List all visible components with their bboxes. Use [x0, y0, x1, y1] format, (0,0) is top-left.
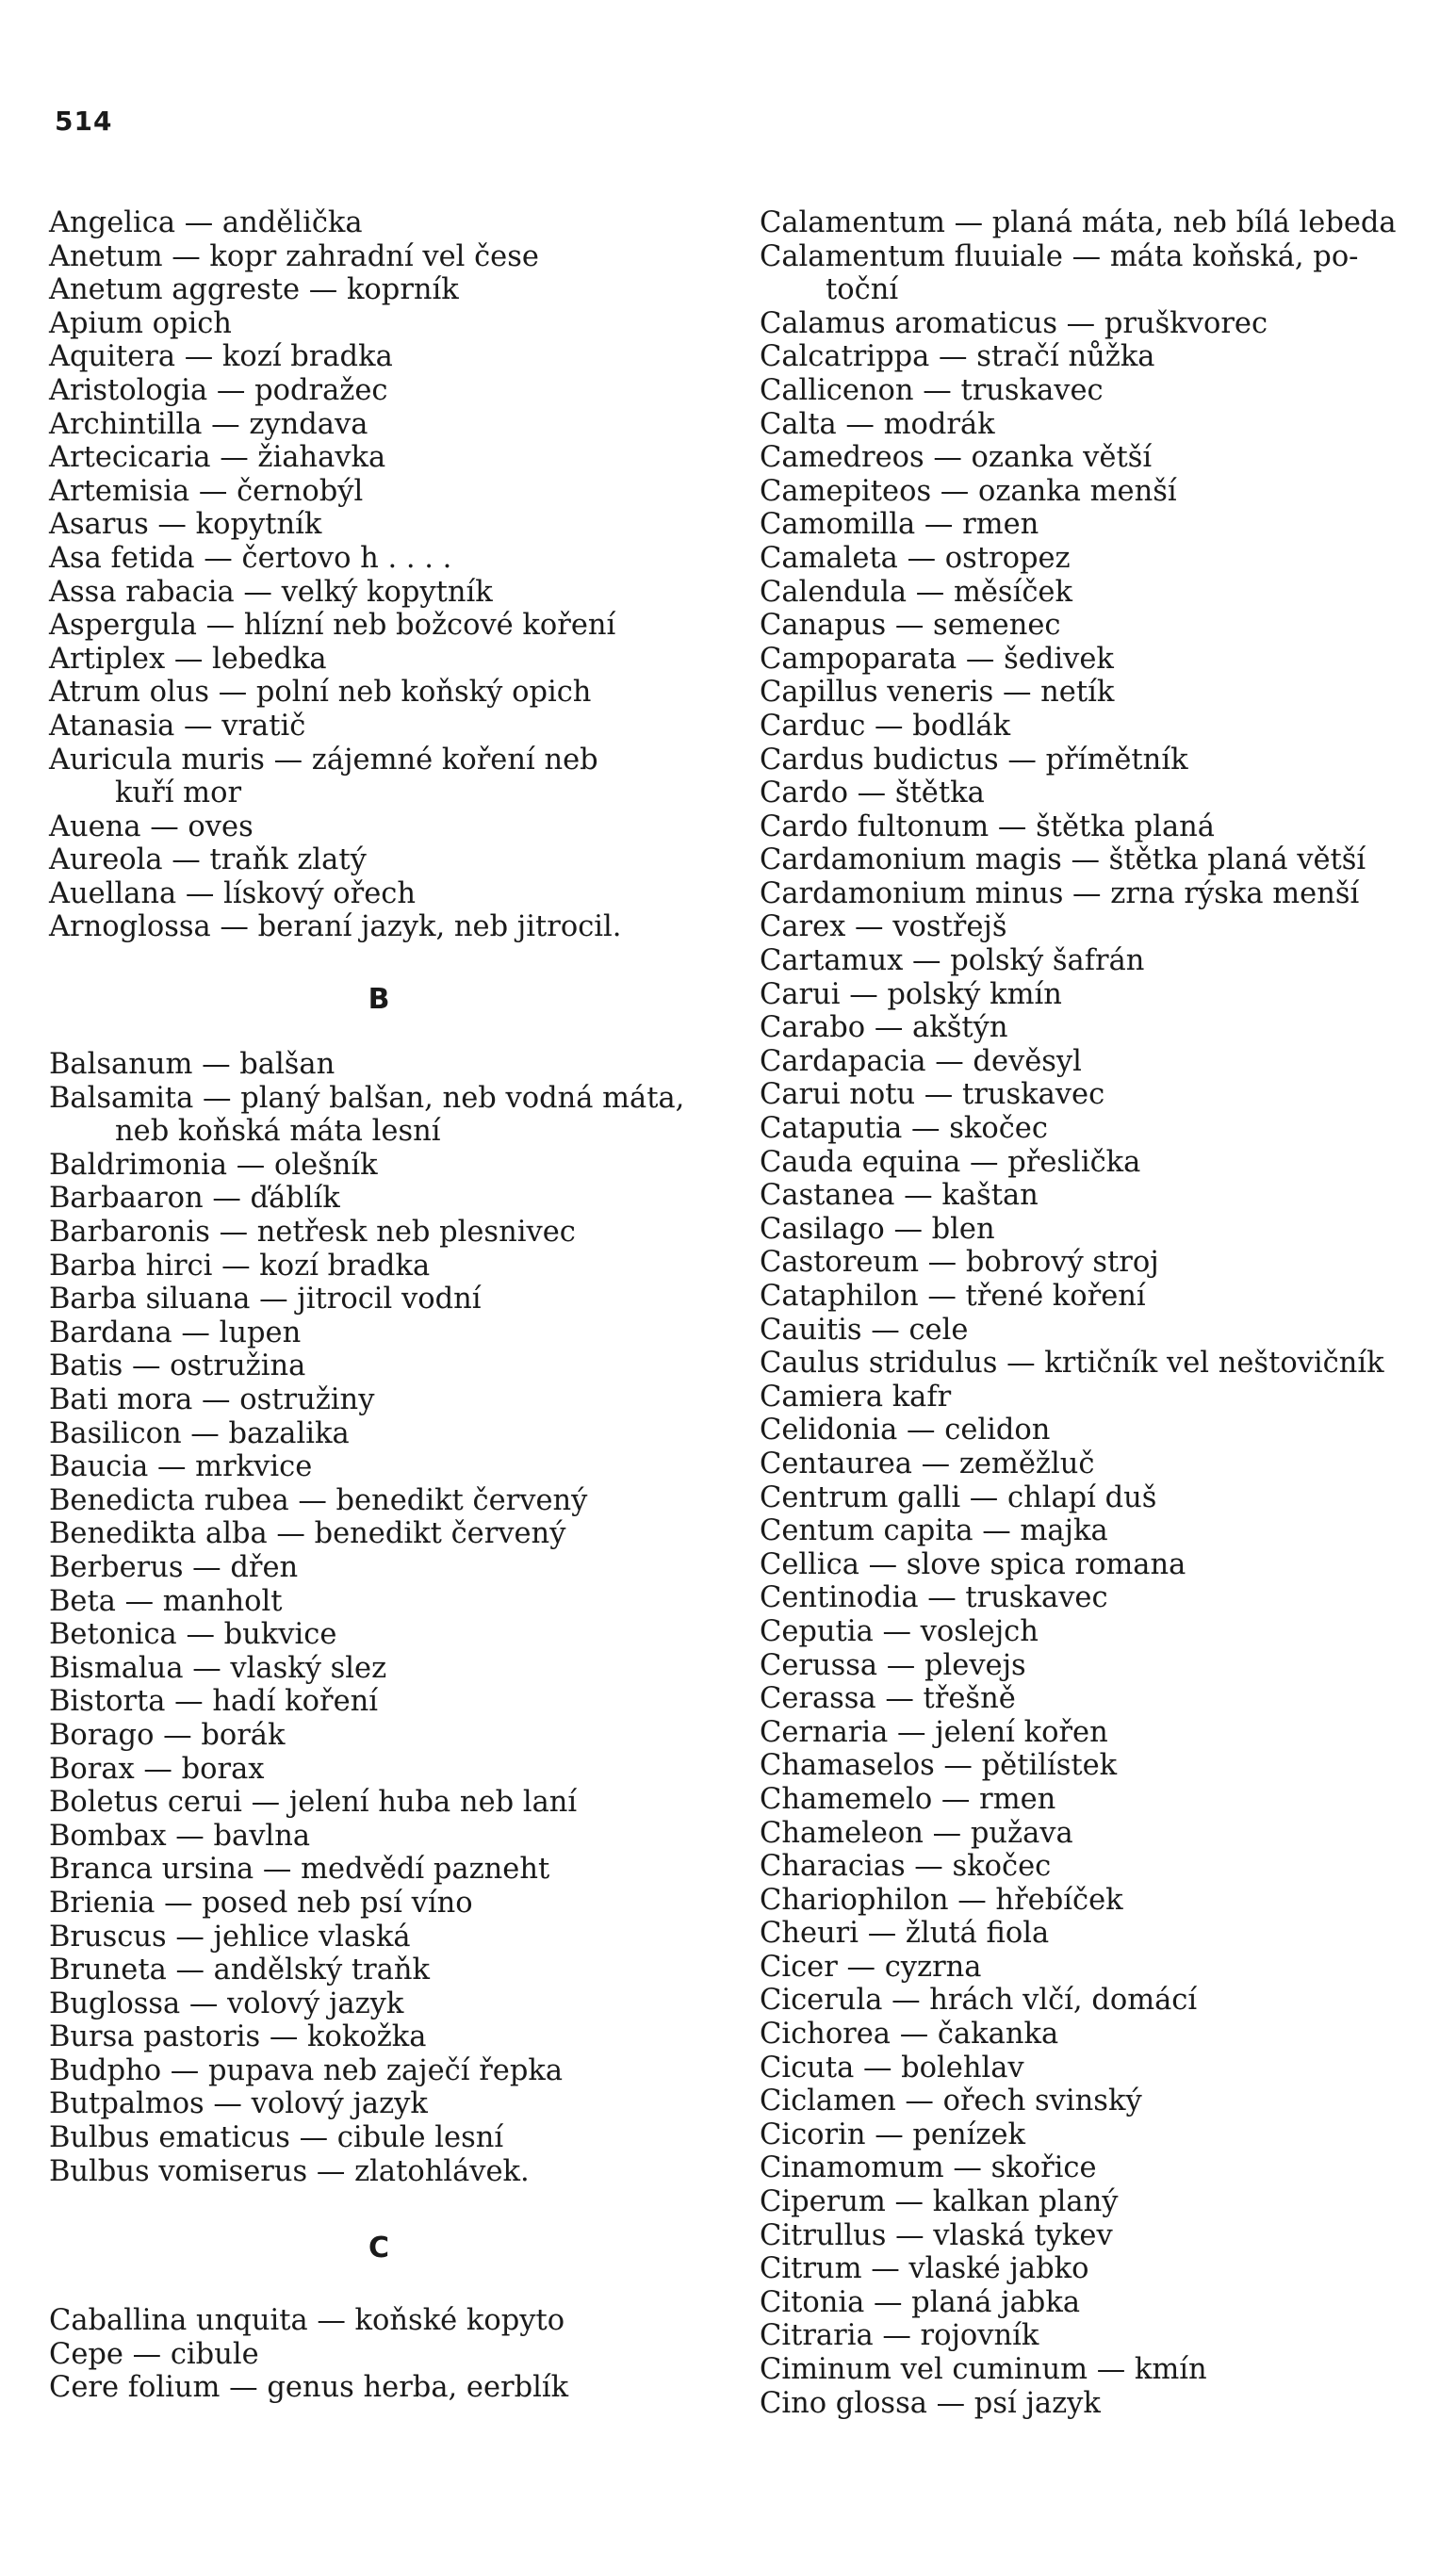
dictionary-entry: Cicorin — penízek	[760, 2117, 1025, 2151]
dictionary-entry: Carduc — bodlák	[760, 709, 1011, 743]
dictionary-entry: Callicenon — truskavec	[760, 373, 1104, 407]
section-a	[49, 206, 709, 944]
dictionary-entry: Beta — manholt	[49, 1584, 283, 1618]
dictionary-entry: Benedicta rubea — benedikt červený	[49, 1483, 588, 1517]
dictionary-entry: Bruscus — jehlice vlaská	[49, 1920, 411, 1954]
dictionary-entry: Campoparata — šedivek	[760, 642, 1114, 676]
dictionary-entry: Barbaaron — ďáblík	[49, 1182, 340, 1216]
dictionary-entry: Cepe — cibule	[49, 2337, 259, 2371]
dictionary-entry: Artiplex — lebedka	[49, 642, 327, 676]
section-c	[49, 2304, 709, 2405]
dictionary-entry: Camomilla — rmen	[760, 508, 1039, 542]
dictionary-entry: Cerussa — plevejs	[760, 1648, 1026, 1682]
dictionary-entry: Cataputia — skočec	[760, 1112, 1048, 1146]
dictionary-entry: Bombax — bavlna	[49, 1819, 311, 1853]
dictionary-entry: Boletus cerui — jelení huba neb laní	[49, 1786, 578, 1820]
dictionary-entry: Calamus aromaticus — pruškvorec	[760, 306, 1268, 340]
dictionary-entry: Branca ursina — medvědí pazneht	[49, 1853, 550, 1887]
dictionary-entry: Calcatrippa — stračí nůžka	[760, 340, 1155, 374]
dictionary-entry: Cicerula — hrách vlčí, domácí	[760, 1984, 1198, 2018]
dictionary-entry: Budpho — pupava neb zaječí řepka	[49, 2053, 564, 2087]
dictionary-entry: Calamentum fluuiale — máta koňská, po-	[760, 239, 1359, 273]
dictionary-entry: Camepiteos — ozanka menší	[760, 474, 1177, 508]
dictionary-entry: Carui — polský kmín	[760, 977, 1062, 1011]
dictionary-entry: Ciminum vel cuminum — kmín	[760, 2353, 1207, 2386]
dictionary-entry: Cichorea — čakanka	[760, 2018, 1059, 2052]
dictionary-entry: Barbaronis — netřesk neb plesnivec	[49, 1216, 576, 1250]
dictionary-entry: Characias — skočec	[760, 1850, 1052, 1884]
dictionary-entry: Caulus stridulus — krtičník vel neštovičník	[760, 1347, 1384, 1381]
dictionary-entry: Cardus budictus — přímětník	[760, 743, 1188, 777]
dictionary-entry: Arnoglossa — beraní jazyk, neb jitrocil.	[49, 910, 622, 944]
dictionary-entry: Apium opich	[49, 306, 232, 340]
dictionary-entry: Butpalmos — volový jazyk	[49, 2087, 428, 2121]
dictionary-entry: Balsamita — planý balšan, neb vodná máta,	[49, 1081, 685, 1115]
dictionary-entry: Casilago — blen	[760, 1212, 995, 1246]
dictionary-entry: Basilicon — bazalika	[49, 1416, 350, 1450]
section-letter-c: C	[368, 2232, 390, 2265]
dictionary-entry: Betonica — bukvice	[49, 1618, 337, 1652]
dictionary-entry: Bruneta — andělský traňk	[49, 1954, 431, 1987]
dictionary-entry: Camedreos — ozanka větší	[760, 441, 1153, 475]
dictionary-entry: Celidonia — celidon	[760, 1414, 1051, 1447]
dictionary-entry: Castanea — kaštan	[760, 1179, 1039, 1213]
dictionary-entry: Borax — borax	[49, 1752, 265, 1786]
dictionary-entry: Citonia — planá jabka	[760, 2285, 1080, 2319]
dictionary-entry: Calta — modrák	[760, 407, 995, 441]
dictionary-entry: Bulbus ematicus — cibule lesní	[49, 2121, 504, 2155]
dictionary-entry: Citraria — rojovník	[760, 2319, 1039, 2353]
dictionary-entry: Anetum — kopr zahradní vel čese	[49, 239, 539, 273]
dictionary-entry: Brienia — posed neb psí víno	[49, 1886, 473, 1920]
dictionary-entry: Cino glossa — psí jazyk	[760, 2386, 1101, 2420]
dictionary-entry: Aristologia — podražec	[49, 373, 388, 407]
dictionary-entry: Ciperum — kalkan planý	[760, 2185, 1119, 2219]
dictionary-entry: Cicuta — bolehlav	[760, 2051, 1024, 2085]
dictionary-entry: Cicer — cyzrna	[760, 1950, 982, 1984]
dictionary-entry: Auellana — lískový ořech	[49, 876, 417, 910]
dictionary-entry: Cataphilon — třené koření	[760, 1280, 1146, 1313]
dictionary-entry: Ciclamen — ořech svinský	[760, 2085, 1142, 2118]
right-column	[760, 206, 1419, 2420]
dictionary-entry: Carabo — akštýn	[760, 1011, 1008, 1045]
entry-continuation: toční	[826, 273, 899, 307]
dictionary-entry: Borago — borák	[49, 1718, 286, 1752]
dictionary-entry: Ceputia — voslejch	[760, 1614, 1039, 1648]
section-letter-b: B	[368, 983, 390, 1017]
dictionary-entry: Baucia — mrkvice	[49, 1450, 313, 1484]
dictionary-entry: Bardana — lupen	[49, 1316, 302, 1349]
dictionary-entry: Baldrimonia — olešník	[49, 1148, 378, 1182]
dictionary-entry: Archintilla — zyndava	[49, 407, 368, 441]
dictionary-entry: Canapus — semenec	[760, 609, 1061, 643]
dictionary-entry: Castoreum — bobrový stroj	[760, 1246, 1159, 1280]
dictionary-entry: Bistorta — hadí koření	[49, 1685, 379, 1719]
dictionary-entry: Carui notu — truskavec	[760, 1078, 1105, 1112]
dictionary-entry: Calamentum — planá máta, neb bílá lebeda	[760, 206, 1397, 239]
dictionary-entry: Buglossa — volový jazyk	[49, 1987, 404, 2020]
dictionary-entry: Aspergula — hlízní neb božcové koření	[49, 609, 616, 643]
dictionary-entry: Asarus — kopytník	[49, 508, 322, 542]
dictionary-entry: Chariophilon — hřebíček	[760, 1883, 1123, 1917]
dictionary-entry: Cerassa — třešně	[760, 1682, 1016, 1716]
dictionary-entry: Bulbus vomiserus — zlatohlávek.	[49, 2154, 530, 2188]
dictionary-entry: Bursa pastoris — kokožka	[49, 2020, 427, 2054]
dictionary-entry: Cellica — slove spica romana	[760, 1547, 1186, 1581]
dictionary-entry: Citrum — vlaské jabko	[760, 2252, 1089, 2286]
dictionary-entry: Cauitis — cele	[760, 1313, 969, 1347]
dictionary-entry: Berberus — dřen	[49, 1550, 299, 1584]
entry-continuation: neb koňská máta lesní	[115, 1115, 441, 1149]
dictionary-entry: Benedikta alba — benedikt červený	[49, 1517, 566, 1551]
dictionary-entry: Balsanum — balšan	[49, 1048, 335, 1082]
dictionary-entry: Barba hirci — kozí bradka	[49, 1249, 431, 1283]
page-number: 514	[55, 106, 113, 137]
dictionary-entry: Angelica — andělička	[49, 206, 363, 239]
dictionary-entry: Cardo — štětka	[760, 777, 985, 810]
dictionary-entry: Camaleta — ostropez	[760, 541, 1071, 575]
dictionary-entry: Cartamux — polský šafrán	[760, 944, 1145, 978]
dictionary-entry: Auricula muris — zájemné koření neb	[49, 743, 598, 777]
dictionary-entry: Batis — ostružina	[49, 1349, 306, 1383]
dictionary-entry: Calendula — měsíček	[760, 575, 1072, 609]
dictionary-entry: Cardamonium magis — štětka planá větší	[760, 843, 1366, 877]
dictionary-entry: Cernaria — jelení kořen	[760, 1715, 1108, 1749]
dictionary-entry: Cauda equina — přeslička	[760, 1145, 1141, 1179]
dictionary-entry: Auena — oves	[49, 809, 254, 843]
dictionary-entry: Atrum olus — polní neb koňský opich	[49, 676, 592, 710]
dictionary-entry: Atanasia — vratič	[49, 709, 306, 743]
dictionary-entry: Centinodia — truskavec	[760, 1581, 1108, 1615]
dictionary-entry: Bismalua — vlaský slez	[49, 1651, 387, 1685]
dictionary-entry: Assa rabacia — velký kopytník	[49, 575, 493, 609]
dictionary-entry: Artecicaria — žiahavka	[49, 441, 386, 475]
dictionary-entry: Cheuri — žlutá fiola	[760, 1917, 1050, 1951]
dictionary-entry: Cinamomum — skořice	[760, 2151, 1097, 2185]
dictionary-entry: Artemisia — černobýl	[49, 474, 364, 508]
dictionary-entry: Asa fetida — čertovo h . . . .	[49, 541, 452, 575]
dictionary-entry: Capillus veneris — netík	[760, 676, 1115, 710]
dictionary-entry: Aureola — traňk zlatý	[49, 843, 367, 877]
dictionary-entry: Cardapacia — devěsyl	[760, 1044, 1082, 1078]
dictionary-entry: Aquitera — kozí bradka	[49, 340, 393, 374]
dictionary-entry: Caballina unquita — koňské kopyto	[49, 2304, 565, 2338]
dictionary-entry: Centum capita — majka	[760, 1514, 1108, 1548]
dictionary-entry: Chamemelo — rmen	[760, 1782, 1056, 1816]
dictionary-entry: Citrullus — vlaská tykev	[760, 2218, 1113, 2252]
dictionary-entry: Bati mora — ostružiny	[49, 1383, 375, 1416]
dictionary-entry: Cardamonium minus — zrna rýska menší	[760, 876, 1360, 910]
dictionary-entry: Centrum galli — chlapí duš	[760, 1480, 1157, 1514]
dictionary-entry: Barba siluana — jitrocil vodní	[49, 1283, 482, 1316]
dictionary-entry: Chameleon — pužava	[760, 1816, 1073, 1850]
section-b	[49, 1048, 709, 2188]
dictionary-entry: Anetum aggreste — koprník	[49, 273, 459, 307]
dictionary-entry: Carex — vostřejš	[760, 910, 1007, 944]
dictionary-entry: Camiera kafr	[760, 1380, 952, 1414]
dictionary-entry: Cere folium — genus herba, eerblík	[49, 2371, 569, 2405]
dictionary-entry: Centaurea — zeměžluč	[760, 1447, 1095, 1480]
dictionary-entry: Cardo fultonum — štětka planá	[760, 809, 1215, 843]
entry-continuation: kuří mor	[115, 777, 242, 810]
dictionary-entry: Chamaselos — pětilístek	[760, 1749, 1118, 1783]
left-column	[49, 206, 709, 2405]
